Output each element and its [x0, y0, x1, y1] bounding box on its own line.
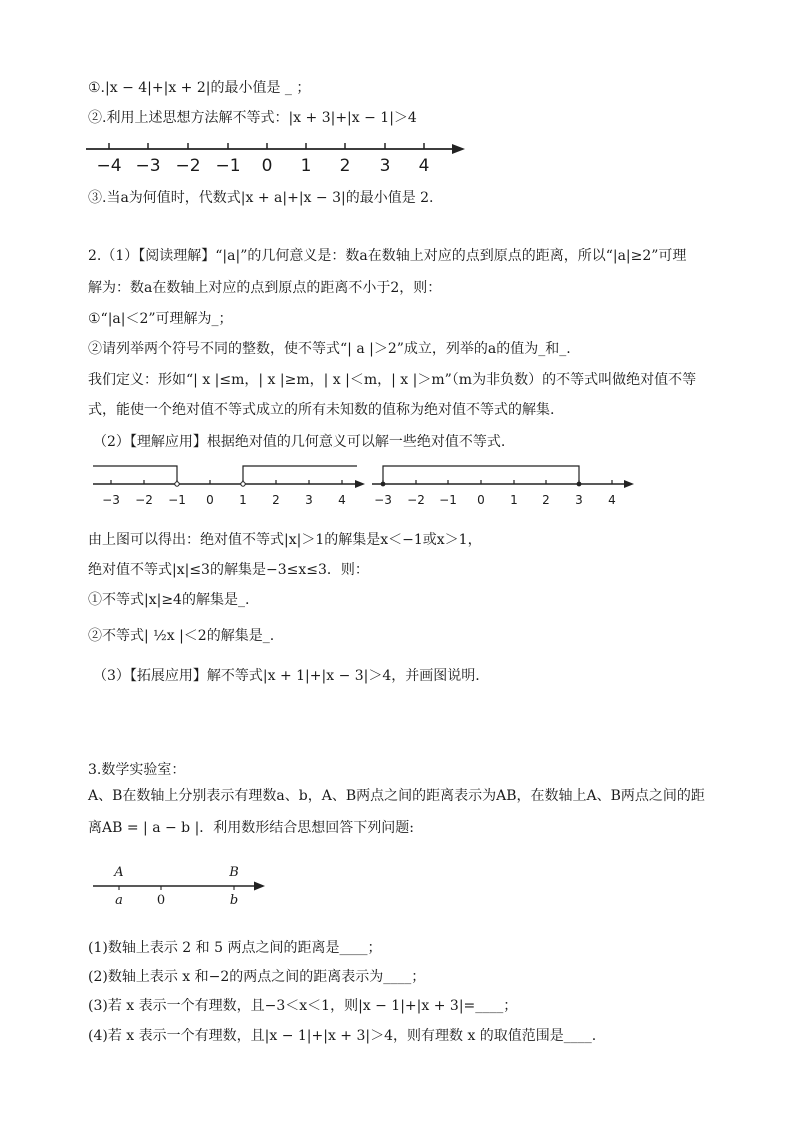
q2-left-number-line — [85, 462, 385, 512]
tick-label: 2 — [339, 156, 351, 176]
q1-number-line — [0, 138, 800, 183]
value-b-label: b — [229, 893, 239, 908]
q3-sub1: (1)数轴上表示 2 和 5 两点之间的距离是____； — [88, 940, 382, 956]
q2-part2-heading: （2）【理解应用】根据绝对值的几何意义可以解一些绝对值不等式. — [93, 434, 506, 450]
zero-label: 0 — [156, 893, 166, 908]
tick-label: 4 — [418, 156, 430, 176]
solution-bracket-right — [243, 466, 357, 484]
q2-answer2: ②不等式| ½x |＜2的解集是_. — [88, 628, 275, 644]
axis-arrow — [355, 480, 365, 488]
q3-title: 3.数学实验室： — [88, 762, 186, 778]
tick-label: 4 — [608, 493, 616, 507]
q2-definition-line1: 我们定义：形如“| x |≤m，| x |≥m，| x |＜m，| x |＞m”（m为非负数）的不等式叫做绝对值不等 — [88, 372, 697, 388]
closed-point — [381, 482, 386, 487]
q3-sub3: (3)若 x 表示一个有理数，且−3＜x＜1，则|x − 1|+|x + 3|=____； — [88, 998, 518, 1014]
q2-definition-line2: 式，能使一个绝对值不等式成立的所有未知数的值称为绝对值不等式的解集. — [88, 402, 555, 418]
tick-label: 2 — [272, 493, 280, 507]
tick-label: −3 — [374, 493, 392, 507]
tick-label: 4 — [338, 493, 346, 507]
q2-result-line1: 由上图可以得出：绝对值不等式|x|＞1的解集是x＜−1或x＞1， — [88, 532, 482, 548]
tick-label: −2 — [175, 156, 201, 176]
q3-sub2: (2)数轴上表示 x 和−2的两点之间的距离表示为____； — [88, 969, 426, 985]
solution-bracket-left — [93, 466, 177, 484]
axis-arrow — [624, 480, 634, 488]
q3-intro-line2: 离AB = | a − b |．利用数形结合思想回答下列问题: — [88, 820, 415, 836]
tick-label: −1 — [215, 156, 241, 176]
q3-intro-line1: A、B在数轴上分别表示有理数a、b，A、B两点之间的距离表示为AB，在数轴上A、B两点之间的距 — [88, 788, 705, 804]
point-a-label: A — [114, 865, 124, 880]
q2-part1-sub1: ①“|a|＜2”可理解为_； — [88, 311, 233, 327]
q2-right-number-line — [370, 462, 640, 512]
q2-part1-line2: 解为：数a在数轴上对应的点到原点的距离不小于2，则： — [88, 280, 442, 296]
q1-item3: ③.当a为何值时，代数式|x + a|+|x − 3|的最小值是 2. — [88, 190, 434, 206]
q3-sub4: (4)若 x 表示一个有理数，且|x − 1|+|x + 3|＞4，则有理数 x 的取值范围是____. — [88, 1028, 597, 1044]
tick-label: 3 — [575, 493, 583, 507]
tick-label: 3 — [305, 493, 313, 507]
q2-part1-line1: 2.（1）【阅读理解】“|a|”的几何意义是：数a在数轴上对应的点到原点的距离，所以“|a|≥2”可理 — [88, 248, 687, 264]
tick-label: 0 — [261, 156, 273, 176]
tick-label: 1 — [239, 493, 247, 507]
tick-label: 0 — [477, 493, 485, 507]
q1-item2: ②.利用上述思想方法解不等式：|x + 3|+|x − 1|＞4 — [88, 110, 417, 126]
tick-label: −4 — [96, 156, 122, 176]
tick-label: 2 — [542, 493, 550, 507]
tick-label: 1 — [510, 493, 518, 507]
q2-answer1: ①不等式|x|≥4的解集是_. — [88, 592, 250, 608]
tick-label: 0 — [206, 493, 214, 507]
tick-label: −1 — [439, 493, 457, 507]
q2-result-line2: 绝对值不等式|x|≤3的解集是−3≤x≤3．则： — [88, 562, 369, 578]
q2-part3: （3）【拓展应用】解不等式|x + 1|+|x − 3|＞4，并画图说明. — [93, 668, 480, 684]
axis-arrow — [452, 144, 465, 154]
closed-point — [577, 482, 582, 487]
tick-label: −2 — [135, 493, 153, 507]
q1-item1: ①.|x − 4|+|x + 2|的最小值是 _ ； — [88, 80, 311, 96]
tick-label: 3 — [379, 156, 391, 176]
point-b-label: B — [229, 865, 239, 880]
q2-part1-sub2: ②请列举两个符号不同的整数，使不等式“| a |＞2”成立，列举的a的值为_和_. — [88, 341, 571, 357]
axis-arrow — [254, 882, 265, 891]
q3-ab-number-line — [85, 862, 285, 912]
tick-label: −3 — [135, 156, 161, 176]
open-point — [241, 482, 245, 486]
tick-label: −3 — [102, 493, 120, 507]
tick-label: −2 — [407, 493, 425, 507]
value-a-label: a — [115, 893, 123, 908]
tick-label: 1 — [300, 156, 312, 176]
tick-label: −1 — [168, 493, 186, 507]
open-point — [175, 482, 179, 486]
